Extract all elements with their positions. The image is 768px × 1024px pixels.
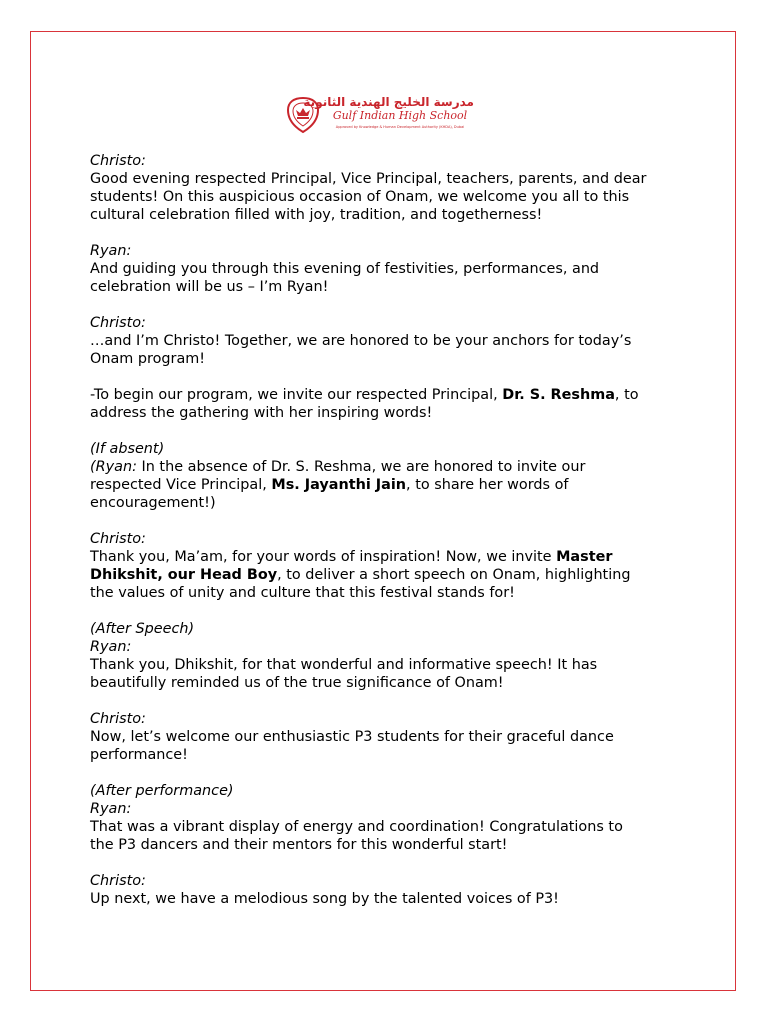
script-block bbox=[90, 440, 690, 512]
script-block bbox=[90, 386, 690, 422]
script-block bbox=[90, 782, 690, 854]
speaker-label: Ryan: bbox=[90, 801, 132, 817]
logo-arabic-text: مدرسة الخليج الهندية الثانوية bbox=[303, 95, 474, 109]
speaker-label: (Ryan: bbox=[90, 459, 137, 475]
script-line bbox=[90, 548, 690, 566]
stage-note: (After performance) bbox=[90, 783, 234, 799]
vice-principal-name: Ms. Jayanthi Jain bbox=[271, 477, 407, 493]
script-line: beautifully reminded us of the true significance of Onam! bbox=[90, 675, 504, 691]
script-line: Up next, we have a melodious song by the talented voices of P3! bbox=[90, 891, 559, 907]
script-text: , to deliver a short speech on Onam, highlighting bbox=[277, 567, 631, 583]
script-block bbox=[90, 872, 690, 908]
script-line: cultural celebration filled with joy, tradition, and togetherness! bbox=[90, 207, 543, 223]
script-line: Good evening respected Principal, Vice Principal, teachers, parents, and dear bbox=[90, 171, 647, 187]
speaker-label: Christo: bbox=[90, 873, 146, 889]
script-line: That was a vibrant display of energy and coordination! Congratulations to bbox=[90, 819, 623, 835]
head-boy-name: Dhikshit, our Head Boy bbox=[90, 567, 278, 583]
script-line: And guiding you through this evening of festivities, performances, and bbox=[90, 261, 600, 277]
script-line: address the gathering with her inspiring words! bbox=[90, 405, 433, 421]
script-line: encouragement!) bbox=[90, 495, 216, 511]
logo-tagline: Approved by Knowledge & Human Development Authority (KHDA), Dubai bbox=[335, 125, 465, 129]
script-line: the values of unity and culture that this festival stands for! bbox=[90, 585, 515, 601]
logo-english-text: Gulf Indian High School bbox=[332, 109, 468, 122]
script-block bbox=[90, 710, 690, 764]
script-line bbox=[90, 386, 690, 404]
script-text: respected Vice Principal, bbox=[90, 477, 272, 493]
speaker-label: Christo: bbox=[90, 711, 146, 727]
script-text: , to share her words of bbox=[406, 477, 569, 493]
speaker-label: Ryan: bbox=[90, 639, 132, 655]
script-text: Thank you, Ma’am, for your words of inspiration! Now, we invite bbox=[90, 549, 557, 565]
script-line: the P3 dancers and their mentors for this wonderful start! bbox=[90, 837, 508, 853]
script-text: , to bbox=[614, 387, 639, 403]
speaker-label: Christo: bbox=[90, 153, 146, 169]
script-line: students! On this auspicious occasion of Onam, we welcome you all to this bbox=[90, 189, 630, 205]
script-line: …and I’m Christo! Together, we are honored to be your anchors for today’s bbox=[90, 333, 632, 349]
anchor-script bbox=[90, 152, 690, 926]
school-logo bbox=[284, 94, 480, 136]
script-line: Now, let’s welcome our enthusiastic P3 students for their graceful dance bbox=[90, 729, 614, 745]
script-line bbox=[90, 476, 690, 494]
speaker-label: Ryan: bbox=[90, 243, 132, 259]
script-line: performance! bbox=[90, 747, 188, 763]
script-block bbox=[90, 242, 690, 296]
script-line bbox=[90, 458, 690, 476]
script-line: celebration will be us – I’m Ryan! bbox=[90, 279, 329, 295]
principal-name: Dr. S. Reshma bbox=[502, 387, 615, 403]
script-line bbox=[90, 566, 690, 584]
stage-note: (If absent) bbox=[90, 441, 165, 457]
script-block bbox=[90, 152, 690, 224]
script-block bbox=[90, 530, 690, 602]
script-line: Thank you, Dhikshit, for that wonderful and informative speech! It has bbox=[90, 657, 598, 673]
script-text: -To begin our program, we invite our respected Principal, bbox=[90, 387, 503, 403]
speaker-label: Christo: bbox=[90, 315, 146, 331]
script-block bbox=[90, 620, 690, 692]
script-text: In the absence of Dr. S. Reshma, we are honored to invite our bbox=[136, 459, 586, 475]
speaker-label: Christo: bbox=[90, 531, 146, 547]
stage-note: (After Speech) bbox=[90, 621, 195, 637]
head-boy-name: Master bbox=[556, 549, 613, 565]
script-block bbox=[90, 314, 690, 368]
script-line: Onam program! bbox=[90, 351, 206, 367]
